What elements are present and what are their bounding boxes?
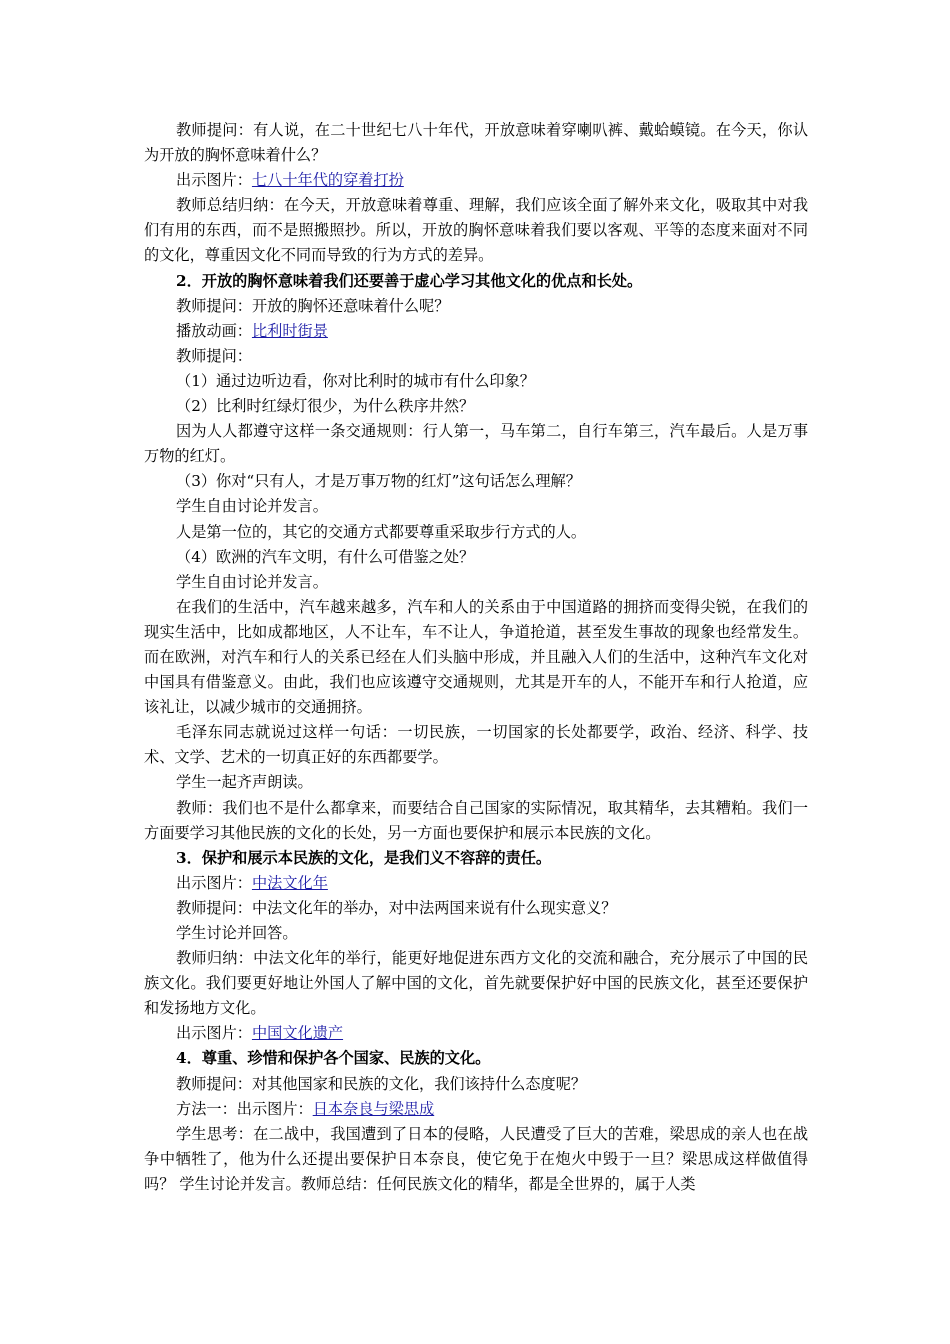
paragraph: （4）欧洲的汽车文明，有什么可借鉴之处？ <box>176 547 475 566</box>
paragraph: （3）你对“只有人，才是万事万物的红灯”这句话怎么理解？ <box>176 472 581 491</box>
paragraph: 学生自由讨论并发言。 <box>176 572 328 591</box>
paragraph <box>144 871 808 896</box>
paragraph: 教师总结归纳：在今天，开放意味着尊重、理解，我们应该全面了解外来文化，吸取其中对我们有用的东西，而不是照搬照抄。所以，开放的胸怀意味着我们要以客观、平等的态度来面对不同的文化，尊重因文化不同而导致的行为方式的差异。 <box>144 196 808 265</box>
paragraph-label: 播放动画： <box>176 321 252 340</box>
paragraph <box>144 319 808 344</box>
media-link[interactable]: 中国文化遗产 <box>251 1024 344 1043</box>
media-link[interactable]: 七八十年代的穿着打扮 <box>251 171 404 190</box>
paragraph: 学生讨论并回答。 <box>176 924 298 942</box>
paragraph: 教师提问：有人说，在二十世纪七八十年代，开放意味着穿喇叭裤、戴蛤蟆镜。在今天，你认为开放的胸怀意味着什么？ <box>144 121 808 165</box>
paragraph <box>144 1097 808 1122</box>
paragraph: 在我们的生活中，汽车越来越多，汽车和人的关系由于中国道路的拥挤而变得尖锐，在我们的现实生活中，比如成都地区，人不让车，车不让人，争道抢道，甚至发生事故的现象也经常发生。而在欧洲，对汽车和行人的关系已经在人们头脑中形成，并且融入人们的生活中，这种汽车文化对中国具有借鉴意义。由此，我们也应该遵守交通规则，尤其是开车的人，不能开车和行人抢道，应该礼让，以减少城市的交通拥挤。 <box>144 597 808 717</box>
paragraph <box>144 168 808 193</box>
paragraph-label: 方法一：出示图片： <box>176 1099 313 1118</box>
paragraph: 学生思考：在二战中，我国遭到了日本的侵略，人民遭受了巨大的苦难，梁思成的亲人也在战争中牺牲了，他为什么还提出要保护日本奈良，使它免于在炮火中毁于一旦？梁思成这样做值得吗？ 学生讨论并发言。教师总结：任何民族文化的精华，都是全世界的，属于人类 <box>144 1124 808 1193</box>
paragraph: 教师提问：开放的胸怀还意味着什么呢？ <box>176 296 450 315</box>
paragraph: 教师：我们也不是什么都拿来，而要结合自己国家的实际情况，取其精华，去其糟粕。我们一方面要学习其他民族的文化的长处，另一方面也要保护和展示本民族的文化。 <box>144 798 808 842</box>
paragraph-label: 出示图片： <box>176 1024 252 1043</box>
paragraph: （1）通过边听边看，你对比利时的城市有什么印象？ <box>176 371 535 390</box>
paragraph-label: 出示图片： <box>176 873 252 892</box>
paragraph <box>144 1021 808 1046</box>
section-heading: 3．保护和展示本民族的文化，是我们义不容辞的责任。 <box>176 848 552 867</box>
paragraph: 因为人人都遵守这样一条交通规则：行人第一，马车第二，自行车第三，汽车最后。人是万事万物的红灯。 <box>144 422 808 466</box>
paragraph: 教师提问：中法文化年的举办，对中法两国来说有什么现实意义？ <box>176 898 617 917</box>
paragraph: 学生一起齐声朗读。 <box>176 773 313 792</box>
paragraph: （2）比利时红绿灯很少，为什么秩序井然？ <box>176 397 475 416</box>
document-body <box>144 118 808 1197</box>
paragraph-label: 出示图片： <box>176 171 252 190</box>
section-heading: 4．尊重、珍惜和保护各个国家、民族的文化。 <box>176 1049 491 1068</box>
media-link[interactable]: 日本奈良与梁思成 <box>312 1099 435 1118</box>
paragraph: 学生自由讨论并发言。 <box>176 497 328 516</box>
paragraph: 教师归纳：中法文化年的举行，能更好地促进东西方文化的交流和融合，充分展示了中国的民族文化。我们要更好地让外国人了解中国的文化，首先就要保护好中国的民族文化，甚至还要保护和发扬地方文化。 <box>144 949 808 1018</box>
paragraph: 教师提问： <box>176 346 252 365</box>
paragraph: 人是第一位的，其它的交通方式都要尊重采取步行方式的人。 <box>176 522 587 541</box>
paragraph: 教师提问：对其他国家和民族的文化，我们该持什么态度呢？ <box>176 1074 587 1093</box>
media-link[interactable]: 比利时街景 <box>251 321 328 340</box>
section-heading: 2．开放的胸怀意味着我们还要善于虚心学习其他文化的优点和长处。 <box>176 271 643 290</box>
paragraph: 毛泽东同志就说过这样一句话：一切民族，一切国家的长处都要学，政治、经济、科学、技术、文学、艺术的一切真正好的东西都要学。 <box>144 723 808 767</box>
media-link[interactable]: 中法文化年 <box>251 873 328 892</box>
